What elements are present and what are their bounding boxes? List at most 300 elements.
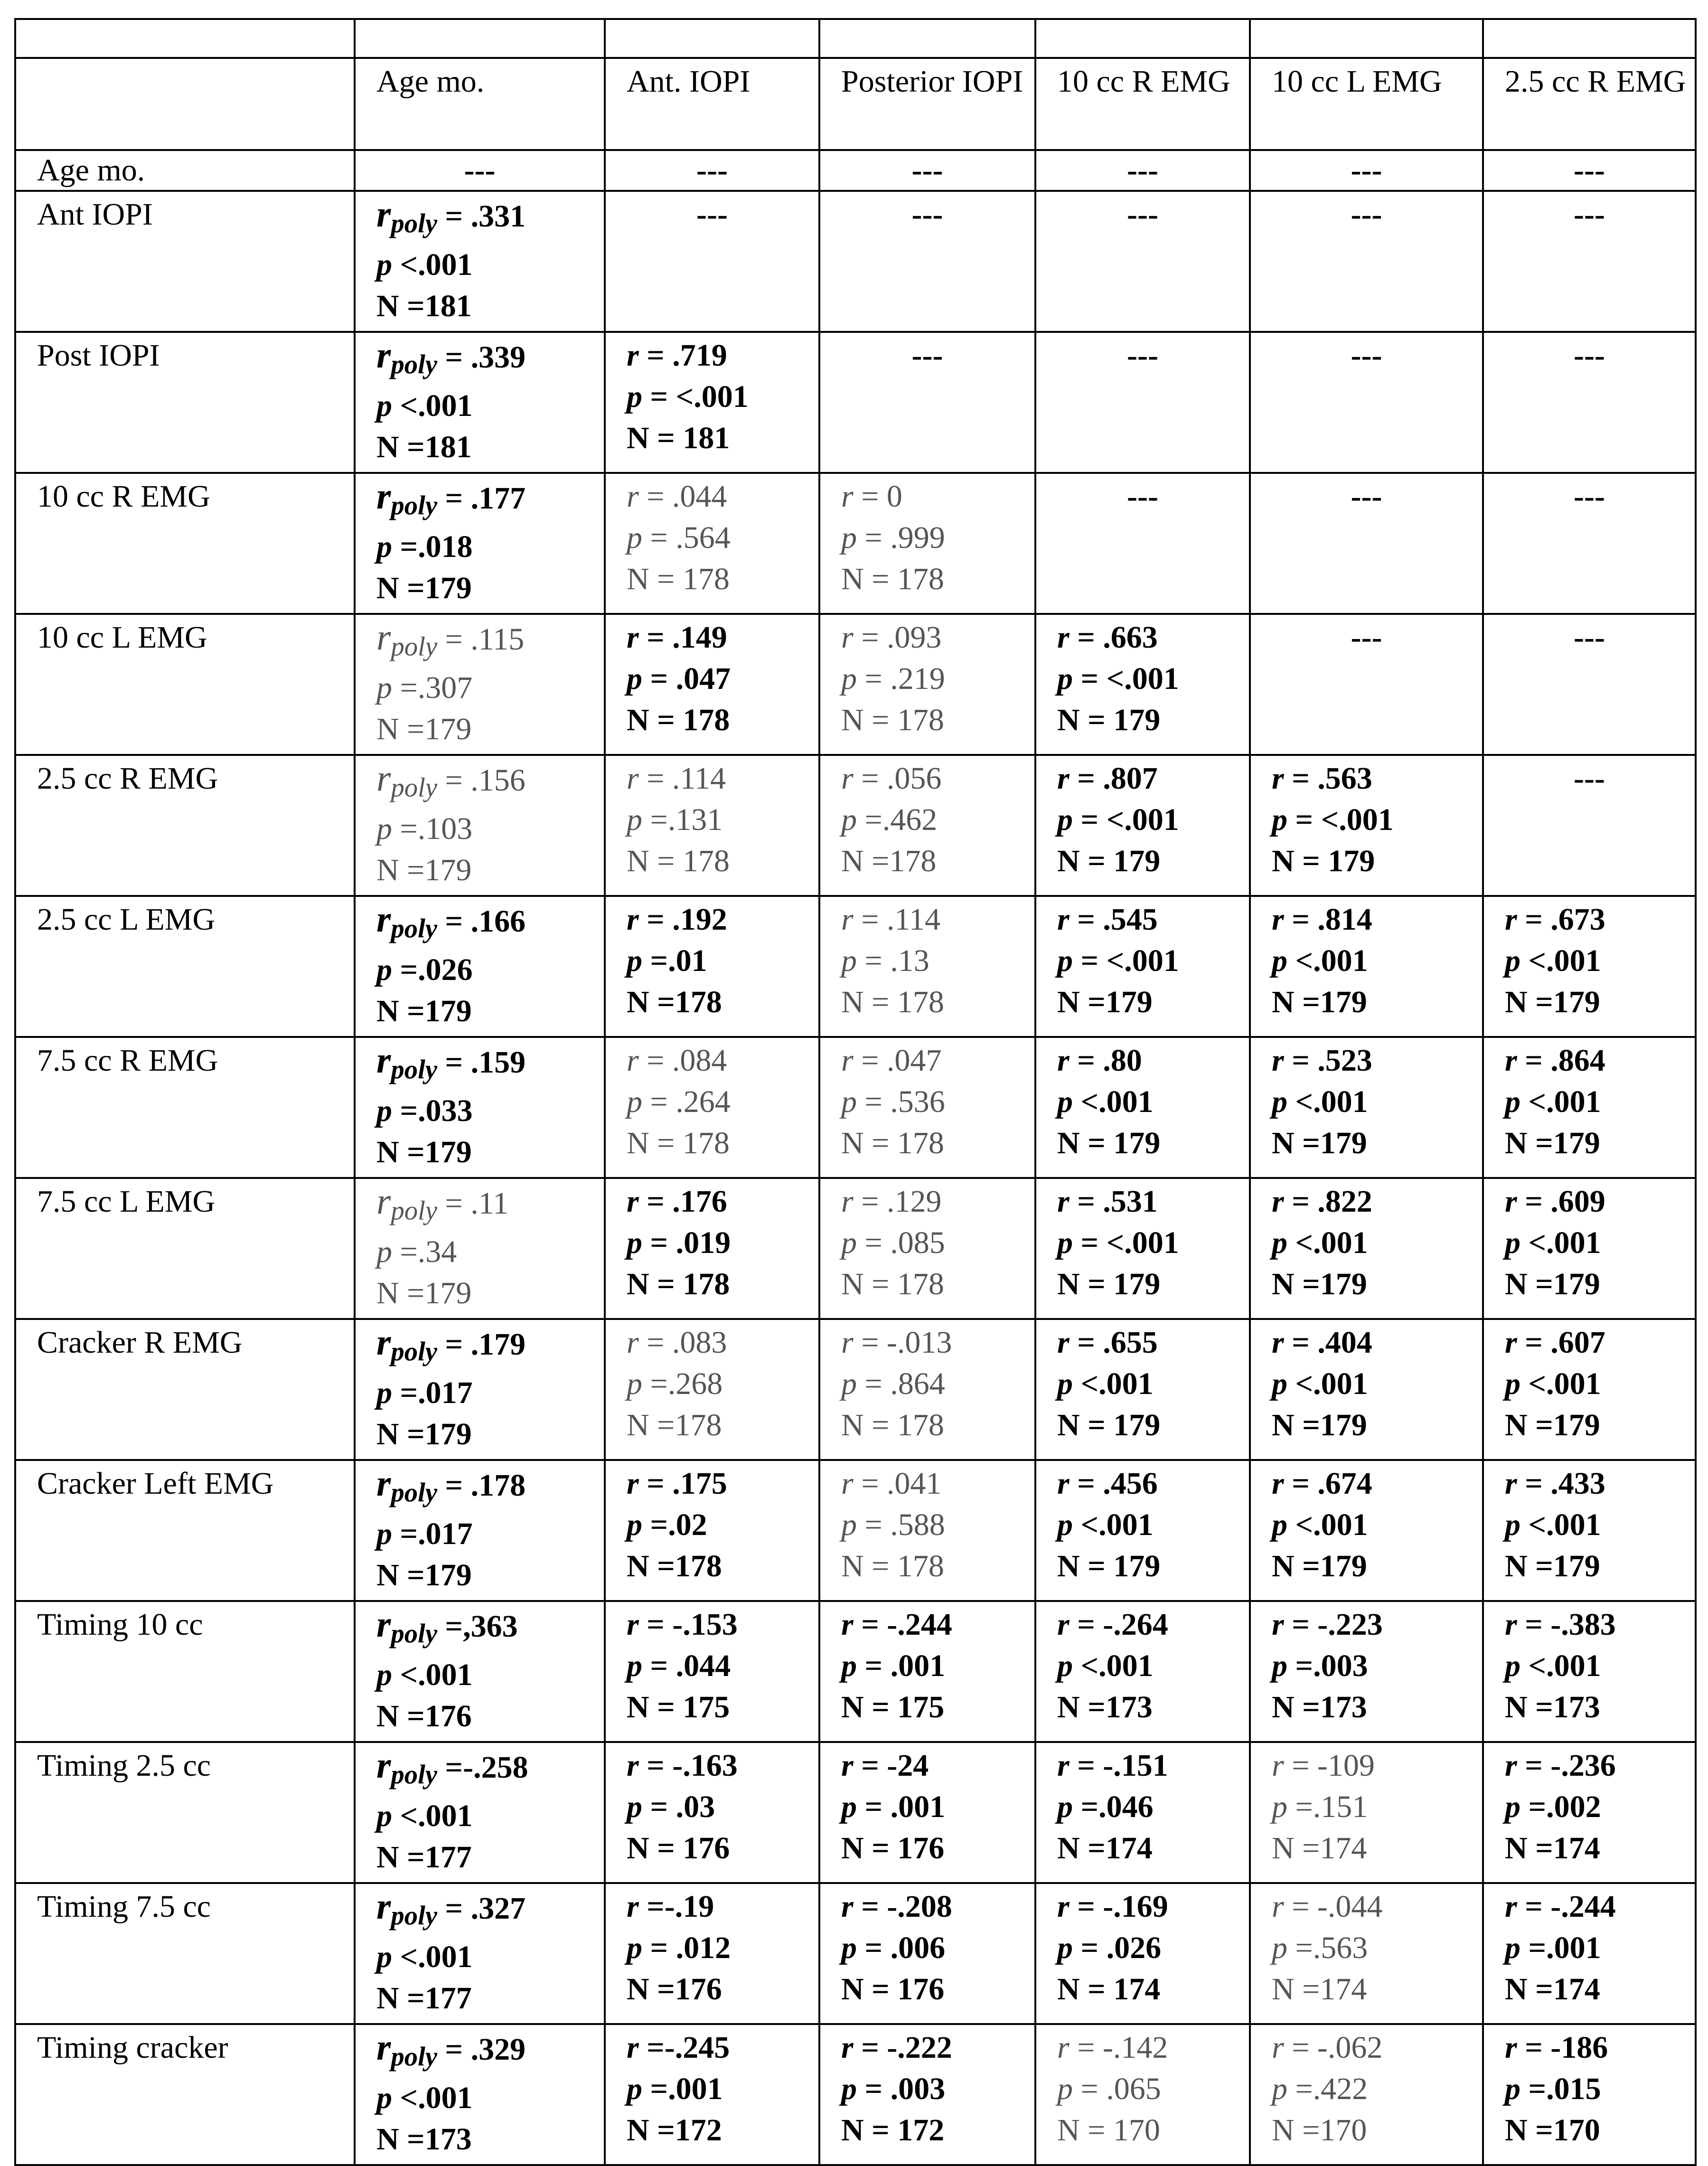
r-value: = -109 [1284,1748,1375,1783]
n-value: N =179 [1272,1126,1367,1160]
row-label: 10 cc R EMG [15,473,355,614]
stat-cell [355,1178,605,1319]
p-value: = .044 [642,1648,731,1683]
n-value: N =179 [1505,1549,1600,1583]
r-value-line [1505,2027,1691,2068]
r-value: = -.244 [853,1607,952,1642]
p-value: = .03 [642,1789,715,1824]
r-value-line [1505,1604,1691,1645]
p-value: =.02 [642,1507,707,1542]
p-value-line [1272,1645,1478,1686]
stat-cell [1483,1037,1696,1178]
stat-cell [819,1742,1035,1883]
r-value-line [1057,899,1245,940]
r-value: = .329 [437,2032,526,2067]
p-symbol: p [627,802,642,837]
r-value: = .115 [437,622,525,657]
r-value: = .822 [1284,1184,1372,1219]
n-value: N = 179 [1057,1549,1161,1583]
p-value: = .264 [642,1084,731,1119]
n-value: N =179 [1272,1549,1367,1583]
r-subscript: poly [391,1055,438,1085]
p-value: =.563 [1287,1931,1368,1965]
n-value: N = 178 [627,844,730,878]
r-symbol: r [1057,1607,1070,1642]
stat-cell [605,1883,819,2024]
stat-cell [355,473,605,614]
r-symbol: r [627,620,639,655]
p-value: <.001 [1073,1648,1154,1683]
blank-cell [355,19,605,58]
r-subscript: poly [391,1760,438,1790]
r-value: = .456 [1069,1466,1158,1501]
p-symbol: p [627,1789,642,1824]
r-value: = .674 [1284,1466,1372,1501]
p-value-line [376,808,600,849]
p-value: <.001 [1520,1507,1601,1542]
p-symbol: p [841,661,857,696]
r-value: = .044 [638,479,727,514]
r-symbol: r [841,1889,854,1924]
p-value: = .085 [857,1225,945,1260]
r-symbol: r [376,1886,391,1927]
r-symbol: r [841,761,854,796]
stat-cell [819,1883,1035,2024]
n-value: N =177 [376,1981,472,2016]
stat-cell [605,755,819,896]
p-value-line [841,658,1031,699]
r-value-line [376,617,600,667]
r-value: = .114 [638,761,726,796]
p-symbol: p [841,520,857,555]
stat-cell [355,896,605,1037]
p-value: =.268 [642,1366,723,1401]
p-value: =.033 [392,1093,473,1129]
r-value: = -186 [1517,2030,1608,2065]
r-value: = .339 [437,340,526,375]
r-value-line [376,1604,600,1654]
r-symbol: r [1057,761,1070,796]
n-value: N =178 [627,985,722,1019]
empty-cell-dash: --- [1035,150,1250,191]
r-value-line [1505,1886,1691,1927]
n-value: N = 178 [841,1549,944,1583]
p-symbol: p [376,1234,392,1270]
r-symbol: r [841,1043,854,1078]
p-symbol: p [627,661,642,696]
r-value: = -.222 [853,2030,952,2065]
stat-cell [605,1178,819,1319]
r-value: = .607 [1517,1325,1605,1360]
stat-cell [355,1883,605,2024]
r-value: = -.169 [1069,1889,1168,1924]
r-value: = .331 [437,199,526,234]
p-value: = .864 [857,1366,945,1401]
column-header-posterior-iopi: Posterior IOPI [819,58,1035,150]
column-header-ant-iopi: Ant. IOPI [605,58,819,150]
table-row [15,150,1696,191]
r-value: = .563 [1284,761,1372,796]
stat-cell [1483,1883,1696,2024]
p-value: =.003 [1287,1648,1368,1683]
r-subscript: poly [391,349,438,380]
n-value: N =179 [376,1558,472,1593]
p-symbol: p [627,2072,642,2106]
r-value-line [1272,1745,1478,1786]
correlation-table [14,18,1697,2166]
r-symbol: r [1505,902,1517,937]
p-value-line [841,1786,1031,1827]
stat-cell [605,896,819,1037]
r-value: = .673 [1517,902,1605,937]
n-value: N =178 [841,844,937,878]
empty-cell-dash: --- [605,150,819,191]
stat-cell [355,1037,605,1178]
r-value-line [1272,1322,1478,1363]
stat-cell [1483,1319,1696,1460]
r-value: = .175 [638,1466,727,1501]
n-value: N = 179 [1057,1126,1161,1160]
n-value: N =174 [1057,1831,1153,1865]
stat-cell [819,896,1035,1037]
p-symbol: p [1505,1225,1520,1260]
stat-cell [355,614,605,755]
empty-cell-dash: --- [605,191,819,332]
r-value-line [1272,899,1478,940]
p-value: <.001 [1520,1084,1601,1119]
r-symbol: r [376,617,391,658]
p-value-line [376,667,600,708]
r-value-line [841,899,1031,940]
r-symbol: r [1272,1889,1284,1924]
n-value: N =179 [376,1135,472,1170]
p-symbol: p [1272,2072,1287,2106]
p-value-line [376,1513,600,1554]
r-value: = -.223 [1284,1607,1383,1642]
r-symbol: r [841,620,854,655]
n-value: N =174 [1505,1972,1600,2006]
r-value: = -.142 [1069,2030,1168,2065]
r-subscript: poly [391,2042,438,2072]
table-body [15,19,1696,2165]
empty-cell-dash: --- [1250,473,1483,614]
stat-cell [605,614,819,755]
p-value: <.001 [392,247,473,283]
column-header-2-5cc-r-emg: 2.5 cc R EMG [1483,58,1696,150]
stat-cell [355,191,605,332]
p-value: = .026 [1073,1931,1162,1965]
p-value: =.422 [1287,2072,1368,2106]
p-symbol: p [627,379,642,414]
r-value: =,363 [437,1609,518,1644]
r-symbol: r [1272,1466,1284,1501]
r-value: = -.062 [1284,2030,1383,2065]
r-symbol: r [1057,1748,1070,1783]
p-value-line [1057,2068,1245,2109]
n-value: N =173 [1272,1690,1367,1724]
p-value: =.151 [1287,1789,1368,1824]
r-value-line [627,1040,815,1081]
p-value: =.001 [642,2072,723,2106]
stat-cell [605,1319,819,1460]
p-symbol: p [1505,1084,1520,1119]
empty-cell-dash: --- [1035,191,1250,332]
p-value: = .001 [857,1648,946,1683]
stat-cell [355,1742,605,1883]
empty-cell-dash: --- [355,150,605,191]
r-symbol: r [376,1040,391,1081]
stat-cell [1035,755,1250,896]
p-value: = .006 [857,1931,946,1965]
r-value: = -.264 [1069,1607,1168,1642]
p-symbol: p [1057,2072,1073,2106]
p-symbol: p [841,802,857,837]
n-value: N =173 [1505,1690,1600,1724]
r-symbol: r [1272,1184,1284,1219]
p-symbol: p [841,1931,857,1965]
r-symbol: r [1057,1184,1070,1219]
n-value: N =179 [1272,1267,1367,1301]
p-value: =.017 [392,1375,473,1411]
n-value: N =179 [1505,985,1600,1019]
r-value-line [1057,1181,1245,1222]
p-value-line [1272,1504,1478,1545]
r-symbol: r [1272,761,1284,796]
r-value-line [1272,1463,1478,1504]
p-symbol: p [376,1799,392,1834]
p-value-line [1057,1363,1245,1404]
p-value: <.001 [392,1940,473,1975]
stat-cell [355,1319,605,1460]
stat-cell [605,1601,819,1742]
r-symbol: r [1272,1607,1284,1642]
empty-cell-dash: --- [1035,473,1250,614]
p-value-line [627,1222,815,1263]
r-symbol: r [841,902,854,937]
p-value-line [841,1222,1031,1263]
r-value-line [376,335,600,385]
r-value-line [1057,1322,1245,1363]
table-row [15,755,1696,896]
r-subscript: poly [391,1619,438,1649]
table-row [15,896,1696,1037]
p-value-line [1057,1504,1245,1545]
empty-cell-dash: --- [819,191,1035,332]
p-symbol: p [376,670,392,706]
r-value-line [627,1886,815,1927]
empty-cell-dash: --- [1250,191,1483,332]
n-value: N =176 [627,1972,722,2006]
p-value: = .001 [857,1789,946,1824]
r-symbol: r [1505,1466,1517,1501]
p-value-line [1272,799,1478,840]
p-value-line [841,799,1031,840]
r-symbol: r [627,1043,639,1078]
r-value: =-.258 [437,1750,528,1785]
column-header-10cc-l-emg: 10 cc L EMG [1250,58,1483,150]
p-value: =.002 [1520,1789,1601,1824]
table-row [15,1601,1696,1742]
stat-cell [819,1319,1035,1460]
r-symbol: r [376,476,391,517]
p-symbol: p [1272,1648,1287,1683]
p-value: =.307 [392,670,473,706]
p-symbol: p [1057,1789,1073,1824]
r-symbol: r [1505,1043,1517,1078]
table-row [15,614,1696,755]
p-value: =.01 [642,943,707,978]
p-value-line [1057,1081,1245,1122]
p-symbol: p [376,1093,392,1129]
r-value: = -.151 [1069,1748,1168,1783]
n-value: N = 178 [841,703,944,737]
r-value: = .814 [1284,902,1372,937]
p-value: = .047 [642,661,731,696]
p-symbol: p [1505,1931,1520,1965]
p-value: <.001 [1287,1366,1368,1401]
p-value-line [376,1231,600,1272]
row-label: Timing 7.5 cc [15,1883,355,2024]
r-symbol: r [1057,1466,1070,1501]
p-value-line [841,1363,1031,1404]
stat-cell [1250,2024,1483,2165]
r-symbol: r [627,1184,639,1219]
r-value: = -24 [853,1748,929,1783]
p-symbol: p [376,388,392,424]
r-value-line [841,1181,1031,1222]
r-symbol: r [627,479,639,514]
r-value-line [376,899,600,949]
table-row [15,2024,1696,2165]
row-label: 10 cc L EMG [15,614,355,755]
r-value-line [376,1322,600,1372]
r-value-line [376,758,600,808]
n-value: N = 178 [841,1126,944,1160]
r-symbol: r [1272,2030,1284,2065]
r-value-line [1057,758,1245,799]
r-value: = -.153 [638,1607,738,1642]
stat-cell [605,1037,819,1178]
n-value: N =173 [376,2122,472,2157]
n-value: N =179 [1272,985,1367,1019]
p-value-line [841,940,1031,981]
stat-cell [819,1178,1035,1319]
p-value: <.001 [1520,1648,1601,1683]
empty-cell-dash: --- [1035,332,1250,473]
p-value-line [1505,1786,1691,1827]
n-value: N = 178 [841,1267,944,1301]
p-symbol: p [841,1507,857,1542]
r-symbol: r [841,1184,854,1219]
p-value-line [376,1936,600,1978]
r-value: = .156 [437,763,526,798]
p-value-line [376,1795,600,1836]
p-value-line [627,376,815,417]
stat-cell [1483,896,1696,1037]
stat-cell [1250,1742,1483,1883]
r-value-line [1057,1745,1245,1786]
r-value: = .719 [638,338,727,373]
p-symbol: p [627,1507,642,1542]
blank-cell [605,19,819,58]
stat-cell [1035,2024,1250,2165]
r-value-line [627,1181,815,1222]
p-value: <.001 [392,1657,473,1693]
r-value: = .178 [437,1468,526,1503]
row-label: Timing cracker [15,2024,355,2165]
p-value: = .003 [857,2072,946,2106]
r-subscript: poly [391,490,438,521]
r-value: = -.044 [1284,1889,1383,1924]
empty-cell-dash: --- [1483,150,1696,191]
r-value: = .545 [1069,902,1158,937]
p-symbol: p [376,811,392,847]
p-value: =.103 [392,811,473,847]
p-value-line [1505,1927,1691,1968]
p-value-line [627,1927,815,1968]
r-symbol: r [376,758,391,799]
r-symbol: r [1272,1325,1284,1360]
p-value-line [627,1363,815,1404]
r-value: = 0 [853,479,902,514]
r-value-line [841,1886,1031,1927]
stat-cell [819,2024,1035,2165]
r-symbol: r [1057,1325,1070,1360]
stat-cell [355,332,605,473]
p-value-line [841,1504,1031,1545]
p-value: <.001 [392,1799,473,1834]
r-symbol: r [627,761,639,796]
n-value: N = 178 [841,1408,944,1442]
p-value: =.026 [392,952,473,988]
p-value: =.001 [1520,1931,1601,1965]
n-value: N =179 [1505,1267,1600,1301]
p-symbol: p [1272,1084,1287,1119]
n-value: N =179 [1057,985,1153,1019]
n-value: N =173 [1057,1690,1153,1724]
table-row [15,1319,1696,1460]
stat-cell [605,1460,819,1601]
r-value: = .041 [853,1466,942,1501]
p-value-line [627,517,815,558]
stat-cell [1035,1883,1250,2024]
r-symbol: r [841,1325,854,1360]
stat-cell [355,1460,605,1601]
n-value: N =179 [1272,1408,1367,1442]
r-symbol: r [841,1607,854,1642]
r-value-line [841,1604,1031,1645]
p-value-line [627,2068,815,2109]
row-label: Timing 10 cc [15,1601,355,1742]
p-symbol: p [1505,943,1520,978]
r-value: = .129 [853,1184,942,1219]
p-symbol: p [1057,1507,1073,1542]
n-value: N =177 [376,1840,472,1875]
r-value: = -.208 [853,1889,952,1924]
p-symbol: p [376,1940,392,1975]
n-value: N =174 [1272,1972,1367,2006]
p-symbol: p [1505,1648,1520,1683]
stat-cell [819,614,1035,755]
p-symbol: p [376,952,392,988]
p-value-line [1272,1363,1478,1404]
r-value-line [1272,1040,1478,1081]
r-value-line [627,899,815,940]
p-value: <.001 [1520,943,1601,978]
p-symbol: p [841,2072,857,2106]
r-symbol: r [1057,1043,1070,1078]
r-symbol: r [1272,902,1284,937]
